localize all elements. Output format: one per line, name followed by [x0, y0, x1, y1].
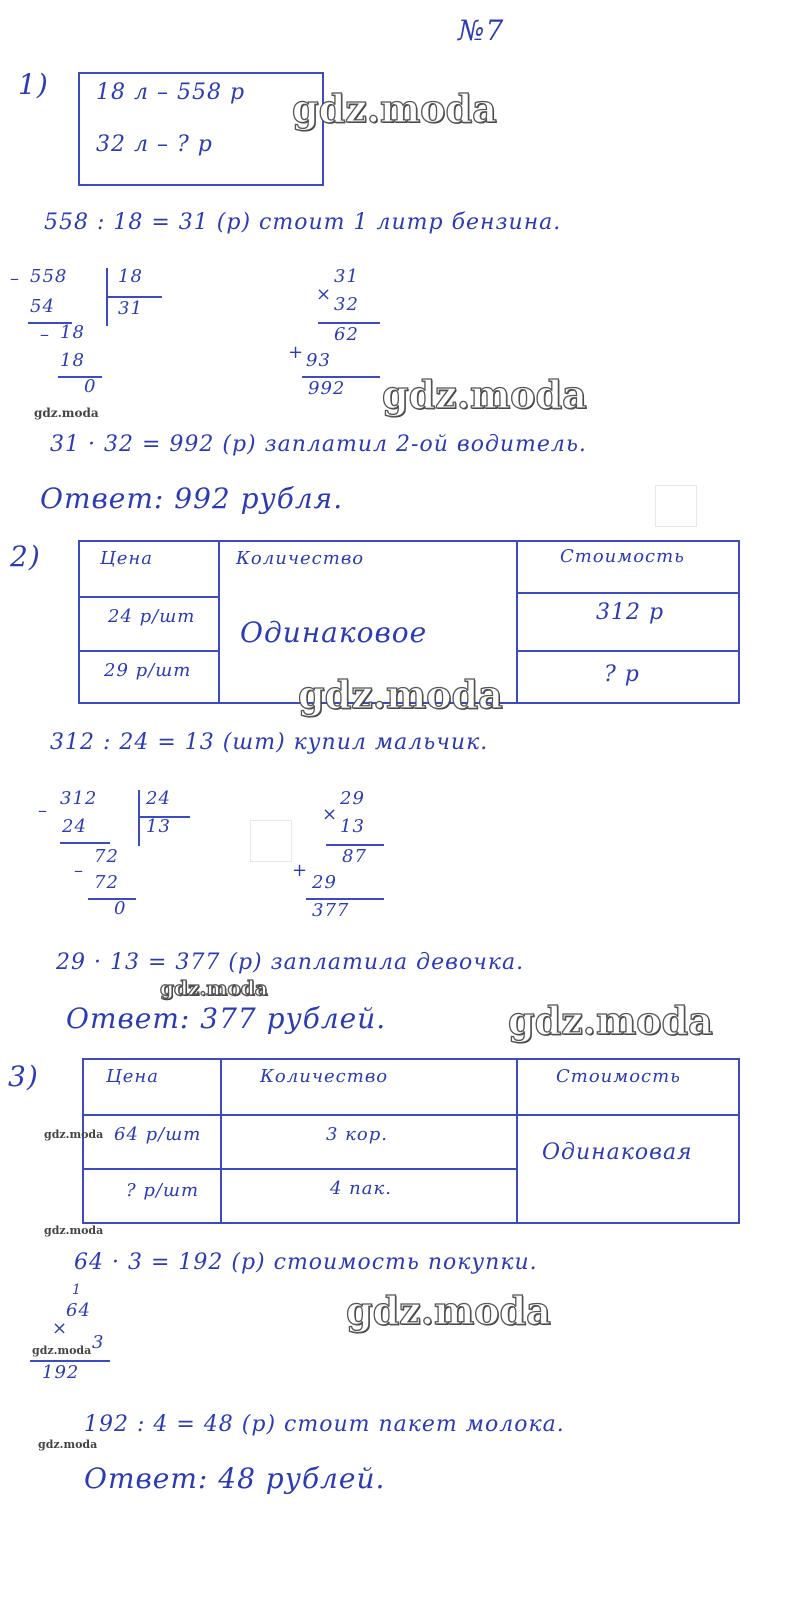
div-rem1: 72 — [94, 846, 119, 867]
minus-sign: – — [40, 324, 50, 345]
minus-sign: – — [10, 268, 20, 289]
task2-equation-1: 312 : 24 = 13 (шт) купил мальчик. — [50, 730, 489, 755]
table-cell-price: 29 р/шт — [104, 660, 192, 681]
watermark: gdz.moda — [38, 1438, 98, 1451]
table-row-line — [82, 1114, 740, 1116]
table-row-line — [78, 596, 218, 598]
mul-b: 3 — [92, 1332, 105, 1353]
mul-carry: 1 — [72, 1282, 82, 1298]
table-header-cost: Стоимость — [556, 1066, 681, 1087]
times-sign: × — [316, 284, 333, 305]
table-row-line — [516, 592, 740, 594]
div-quotient: 31 — [118, 298, 143, 319]
div-divisor: 18 — [118, 266, 143, 287]
div-dividend: 558 — [30, 266, 68, 287]
minus-sign: – — [74, 860, 84, 881]
watermark: gdz.moda — [34, 406, 99, 420]
background-grid-mark — [655, 485, 697, 527]
task2-answer: Ответ: 377 рублей. — [66, 1002, 387, 1035]
div-line — [60, 842, 110, 844]
mul-a: 29 — [340, 788, 365, 809]
table-col-line — [516, 1058, 518, 1224]
table-col-line — [220, 1058, 222, 1224]
div-quotient: 13 — [146, 816, 171, 837]
task1-equation-2: 31 · 32 = 992 (р) заплатил 2-ой водитель. — [50, 432, 587, 457]
background-grid-mark — [250, 820, 292, 862]
times-sign: × — [52, 1318, 69, 1339]
mul-p1: 62 — [334, 324, 359, 345]
table-cell-price: 64 р/шт — [114, 1124, 202, 1145]
division-bracket — [138, 790, 140, 846]
mul-result: 192 — [42, 1362, 80, 1383]
div-dividend: 312 — [60, 788, 98, 809]
mul-a: 31 — [334, 266, 359, 287]
task1-box-row1: 18 л – 558 р — [96, 80, 246, 105]
watermark: gdz.moda — [346, 1288, 551, 1333]
minus-sign: – — [38, 800, 48, 821]
task2-equation-2: 29 · 13 = 377 (р) заплатила девочка. — [56, 950, 525, 975]
div-sub2: 18 — [60, 350, 85, 371]
div-divisor: 24 — [146, 788, 171, 809]
mul-p2: 29 — [312, 872, 337, 893]
plus-sign: + — [292, 860, 309, 881]
watermark: gdz.moda — [298, 672, 503, 717]
watermark: gdz.moda — [44, 1224, 104, 1237]
table-cell-cost: Одинаковая — [542, 1140, 693, 1165]
table-cell-quantity: 4 пак. — [330, 1178, 392, 1199]
task1-number: 1) — [18, 68, 49, 101]
div-sub1: 24 — [62, 816, 87, 837]
table-cell-quantity: Одинаковое — [240, 616, 428, 649]
table-header-price: Цена — [106, 1066, 159, 1087]
table-header-cost: Стоимость — [560, 546, 685, 567]
table-col-line — [516, 540, 518, 704]
watermark: gdz.moda — [160, 976, 268, 1000]
table-row-line — [78, 650, 218, 652]
task1-answer: Ответ: 992 рубля. — [40, 482, 344, 515]
task3-number: 3) — [8, 1060, 39, 1093]
table-cell-price: 24 р/шт — [108, 606, 196, 627]
watermark: gdz.moda — [292, 86, 497, 131]
page-title: №7 — [458, 14, 505, 47]
table-cell-cost: ? р — [604, 662, 640, 687]
mul-result: 992 — [308, 378, 346, 399]
plus-sign: + — [288, 342, 305, 363]
table-header-quantity: Количество — [260, 1066, 389, 1087]
mul-b: 13 — [340, 816, 365, 837]
task1-box-row2: 32 л – ? р — [96, 132, 213, 157]
table-cell-quantity: 3 кор. — [326, 1124, 389, 1145]
div-sub2: 72 — [94, 872, 119, 893]
div-sub1: 54 — [30, 296, 55, 317]
task2-number: 2) — [10, 540, 41, 573]
table-cell-cost: 312 р — [596, 600, 665, 625]
mul-a: 64 — [66, 1300, 91, 1321]
watermark: gdz.moda — [382, 372, 587, 417]
div-rem1: 18 — [60, 322, 85, 343]
table-col-line — [218, 540, 220, 704]
times-sign: × — [322, 804, 339, 825]
task1-equation-1: 558 : 18 = 31 (р) стоит 1 литр бензина. — [44, 210, 562, 235]
div-line — [88, 898, 136, 900]
watermark: gdz.moda — [32, 1344, 92, 1357]
task3-equation-1: 64 · 3 = 192 (р) стоимость покупки. — [74, 1250, 538, 1275]
mul-p1: 87 — [342, 846, 367, 867]
table-header-quantity: Количество — [236, 548, 365, 569]
div-result: 0 — [84, 376, 97, 397]
task3-answer: Ответ: 48 рублей. — [84, 1462, 386, 1495]
table-row-line — [516, 650, 740, 652]
table-cell-price: ? р/шт — [126, 1180, 200, 1201]
mul-p2: 93 — [306, 350, 331, 371]
watermark: gdz.moda — [44, 1128, 104, 1141]
mul-result: 377 — [312, 900, 350, 921]
task3-equation-2: 192 : 4 = 48 (р) стоит пакет молока. — [84, 1412, 565, 1437]
mul-b: 32 — [334, 294, 359, 315]
table-header-price: Цена — [100, 548, 153, 569]
table-row-line — [82, 1168, 518, 1170]
watermark: gdz.moda — [508, 998, 713, 1043]
div-result: 0 — [114, 898, 127, 919]
